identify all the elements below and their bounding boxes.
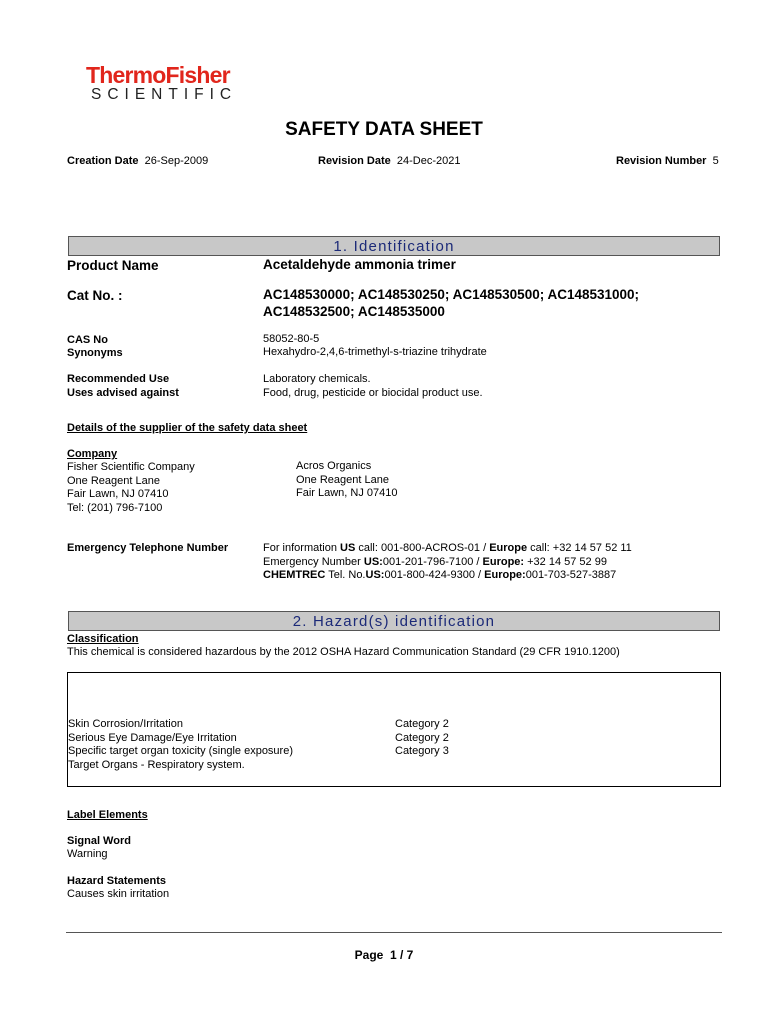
logo-scientific: SCIENTIFIC	[91, 86, 238, 103]
text: Europe:	[484, 569, 526, 581]
text: US:	[363, 555, 383, 568]
hazard-category: Category 2	[395, 731, 449, 744]
emergency-line-1	[263, 542, 632, 556]
hazard-statements-value: Causes skin irritation	[67, 888, 170, 900]
revision-date	[318, 155, 460, 169]
creation-date	[67, 155, 208, 169]
text: 001-703-527-3887	[525, 569, 617, 581]
text: +32 14 57 52 99	[524, 555, 607, 568]
creation-date-value: 26-Sep-2009	[144, 155, 209, 167]
emergency-numbers	[263, 542, 632, 583]
emergency-label: Emergency Telephone Number	[67, 542, 229, 554]
text: US	[340, 542, 356, 554]
page-label: Page	[354, 948, 384, 962]
page-number	[0, 949, 768, 963]
label-elements-heading: Label Elements	[67, 809, 148, 821]
revision-date-label: Revision Date	[318, 155, 391, 167]
cas-label: CAS No	[67, 334, 108, 346]
revision-date-value: 24-Dec-2021	[396, 155, 461, 167]
revision-number-label: Revision Number	[616, 155, 707, 167]
uses-advised-against-label: Uses advised against	[67, 387, 179, 399]
hazard-name: Serious Eye Damage/Eye Irritation	[68, 731, 237, 744]
signal-word-value: Warning	[67, 848, 108, 860]
text: Europe:	[482, 555, 525, 568]
logo-thermofisher: ThermoFisher	[86, 62, 230, 88]
cat-no-line-2: AC148532500; AC148535000	[263, 304, 445, 319]
address-line: Fair Lawn, NJ 07410	[296, 487, 398, 499]
text: US:	[365, 569, 385, 581]
revision-number	[616, 155, 719, 169]
recommended-use-label: Recommended Use	[67, 373, 170, 385]
hazard-name: Specific target organ toxicity (single exposure)	[68, 745, 293, 757]
product-name-label: Product Name	[67, 258, 159, 273]
hazard-category: Category 2	[395, 718, 449, 730]
text: Emergency Number	[263, 555, 364, 568]
address-line: One Reagent Lane	[67, 474, 160, 487]
address-line: Tel: (201) 796-7100	[67, 501, 163, 514]
creation-date-label: Creation Date	[67, 155, 139, 167]
classification-text: This chemical is considered hazardous by the 2012 OSHA Hazard Communication Standard (29 CFR 1910.1200)	[67, 646, 620, 658]
address-line: One Reagent Lane	[296, 473, 389, 486]
cas-value: 58052-80-5	[263, 333, 320, 345]
hazard-category: Category 3	[395, 745, 449, 757]
text: Tel. No.	[325, 569, 366, 581]
classification-heading: Classification	[67, 633, 139, 645]
address-line: Acros Organics	[296, 460, 372, 472]
text: call: +32 14 57 52 11	[527, 542, 632, 554]
product-name-value: Acetaldehyde ammonia trimer	[263, 257, 456, 272]
page-value: 1 / 7	[390, 948, 414, 962]
company-heading: Company	[67, 448, 118, 460]
signal-word-label: Signal Word	[67, 835, 131, 847]
cat-no-line-1: AC148530000; AC148530250; AC148530500; AC148531000;	[263, 287, 640, 302]
synonyms-label: Synonyms	[67, 347, 123, 359]
hazard-statements-label: Hazard Statements	[67, 875, 167, 887]
synonyms-value: Hexahydro-2,4,6-trimethyl-s-triazine trihydrate	[263, 346, 487, 358]
section-1-header: 1. Identification	[68, 236, 720, 256]
text: 001-201-796-7100 /	[382, 555, 483, 568]
text: Europe	[489, 542, 528, 554]
revision-number-value: 5	[712, 155, 719, 167]
hazard-list	[68, 718, 293, 772]
address-line: Fair Lawn, NJ 07410	[67, 488, 169, 500]
text: CHEMTREC	[263, 569, 326, 581]
recommended-use-value: Laboratory chemicals.	[263, 373, 371, 385]
supplier-heading: Details of the supplier of the safety data sheet	[67, 422, 308, 434]
text: call: 001-800-ACROS-01 /	[355, 542, 490, 554]
emergency-line-3	[263, 569, 632, 583]
page-title: SAFETY DATA SHEET	[285, 119, 483, 140]
company-right-address	[296, 460, 398, 501]
footer-divider	[66, 932, 722, 933]
uses-advised-against-value: Food, drug, pesticide or biocidal product use.	[263, 387, 483, 399]
emergency-line-2	[263, 556, 632, 570]
cat-no-label: Cat No. :	[67, 288, 123, 303]
address-line: Fisher Scientific Company	[67, 461, 195, 473]
hazard-name: Skin Corrosion/Irritation	[68, 718, 183, 730]
company-left-address	[67, 461, 195, 515]
text: For information	[263, 542, 341, 554]
section-2-header: 2. Hazard(s) identification	[68, 611, 720, 631]
text: 001-800-424-9300 /	[384, 569, 485, 581]
target-organs: Target Organs - Respiratory system.	[68, 758, 245, 771]
hazard-category-list	[395, 718, 449, 759]
